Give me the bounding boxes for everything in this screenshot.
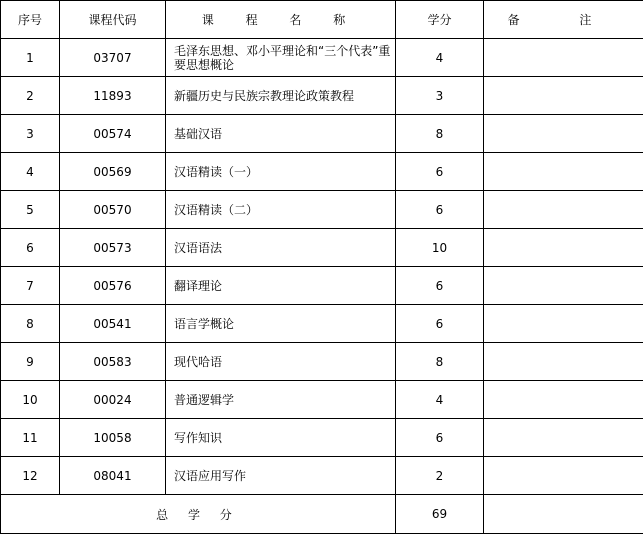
row-code: 00570 xyxy=(60,191,166,229)
row-name: 翻译理论 xyxy=(166,267,396,305)
row-notes xyxy=(484,39,643,77)
row-notes xyxy=(484,419,643,457)
row-name: 写作知识 xyxy=(166,419,396,457)
row-index: 5 xyxy=(1,191,60,229)
table-row xyxy=(1,39,643,77)
row-index: 4 xyxy=(1,153,60,191)
header-credits: 学分 xyxy=(396,1,484,39)
row-notes xyxy=(484,153,643,191)
table-row xyxy=(1,115,643,153)
table-row xyxy=(1,419,643,457)
row-code: 00024 xyxy=(60,381,166,419)
header-index: 序号 xyxy=(1,1,60,39)
row-name: 毛泽东思想、邓小平理论和“三个代表”重要思想概论 xyxy=(166,39,396,77)
row-index: 6 xyxy=(1,229,60,267)
row-credits: 3 xyxy=(396,77,484,115)
row-index: 3 xyxy=(1,115,60,153)
row-notes xyxy=(484,77,643,115)
row-credits: 8 xyxy=(396,343,484,381)
table-row xyxy=(1,191,643,229)
row-name: 基础汉语 xyxy=(166,115,396,153)
row-credits: 2 xyxy=(396,457,484,495)
row-credits: 4 xyxy=(396,39,484,77)
row-index: 2 xyxy=(1,77,60,115)
total-notes xyxy=(484,495,643,534)
row-name: 汉语精读（二） xyxy=(166,191,396,229)
row-code: 11893 xyxy=(60,77,166,115)
row-index: 7 xyxy=(1,267,60,305)
table-row xyxy=(1,381,643,419)
row-index: 10 xyxy=(1,381,60,419)
table-row xyxy=(1,77,643,115)
header-row xyxy=(1,1,643,39)
table-row xyxy=(1,267,643,305)
row-notes xyxy=(484,305,643,343)
row-index: 9 xyxy=(1,343,60,381)
row-index: 11 xyxy=(1,419,60,457)
row-name: 汉语精读（一） xyxy=(166,153,396,191)
row-code: 00569 xyxy=(60,153,166,191)
row-code: 00583 xyxy=(60,343,166,381)
row-code: 00573 xyxy=(60,229,166,267)
row-name: 汉语应用写作 xyxy=(166,457,396,495)
row-name: 普通逻辑学 xyxy=(166,381,396,419)
row-credits: 8 xyxy=(396,115,484,153)
table-row xyxy=(1,343,643,381)
row-code: 03707 xyxy=(60,39,166,77)
row-notes xyxy=(484,343,643,381)
row-notes xyxy=(484,191,643,229)
row-code: 00541 xyxy=(60,305,166,343)
row-code: 00574 xyxy=(60,115,166,153)
row-notes xyxy=(484,267,643,305)
table-row xyxy=(1,153,643,191)
row-credits: 6 xyxy=(396,419,484,457)
table-row xyxy=(1,229,643,267)
header-name: 课 程 名 称 xyxy=(166,1,396,39)
row-notes xyxy=(484,115,643,153)
header-notes: 备 注 xyxy=(484,1,643,39)
table-row xyxy=(1,457,643,495)
total-credits: 69 xyxy=(396,495,484,534)
table-row xyxy=(1,305,643,343)
row-credits: 6 xyxy=(396,267,484,305)
row-code: 10058 xyxy=(60,419,166,457)
row-name: 语言学概论 xyxy=(166,305,396,343)
row-notes xyxy=(484,229,643,267)
row-notes xyxy=(484,381,643,419)
row-credits: 4 xyxy=(396,381,484,419)
row-credits: 6 xyxy=(396,191,484,229)
row-index: 12 xyxy=(1,457,60,495)
row-credits: 6 xyxy=(396,153,484,191)
row-name: 现代哈语 xyxy=(166,343,396,381)
row-code: 00576 xyxy=(60,267,166,305)
row-index: 8 xyxy=(1,305,60,343)
row-code: 08041 xyxy=(60,457,166,495)
total-label: 总 学 分 xyxy=(1,495,396,534)
row-credits: 6 xyxy=(396,305,484,343)
row-name: 新疆历史与民族宗教理论政策教程 xyxy=(166,77,396,115)
row-credits: 10 xyxy=(396,229,484,267)
row-notes xyxy=(484,457,643,495)
row-name: 汉语语法 xyxy=(166,229,396,267)
row-index: 1 xyxy=(1,39,60,77)
header-code: 课程代码 xyxy=(60,1,166,39)
total-row xyxy=(1,495,643,534)
